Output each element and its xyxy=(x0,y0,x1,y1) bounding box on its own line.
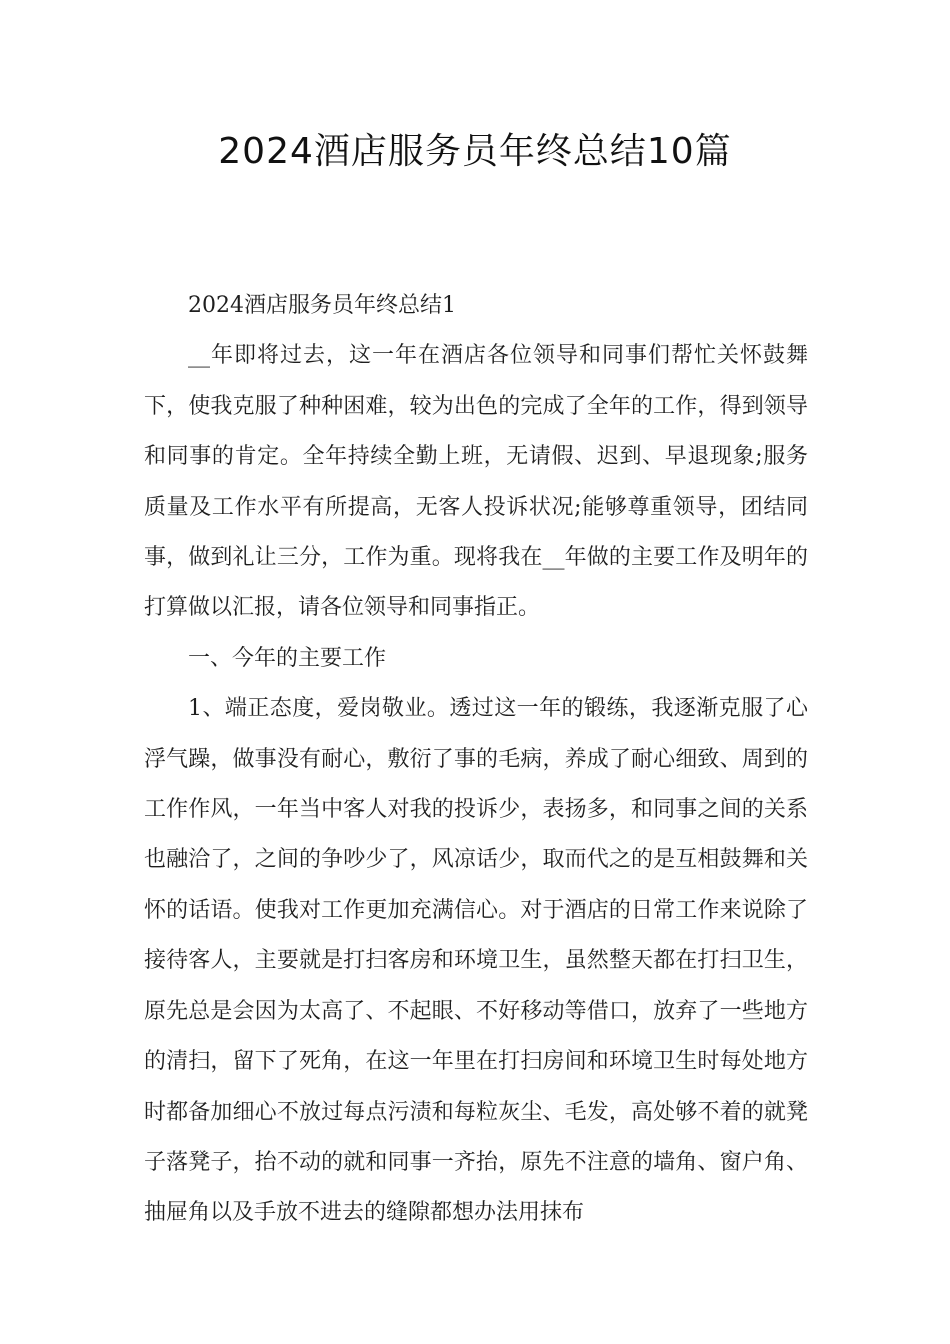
document-title: 2024酒店服务员年终总结10篇 xyxy=(218,131,732,172)
body-paragraph: __年即将过去，这一年在酒店各位领导和同事们帮忙关怀鼓舞下，使我克服了种种困难，较为出色的完成了全年的工作，得到领导和同事的肯定。全年持续全勤上班，无请假、迟到、早退现象;服务质量及工作水平有所提高，无客人投诉状况;能够尊重领导，团结同事，做到礼让三分，工作为重。现将我在__年做的主要工作及明年的打算做以汇报，请各位领导和同事指正。 xyxy=(144,343,808,621)
section-heading: 2024酒店服务员年终总结1 xyxy=(188,293,456,318)
body-paragraph: 1、端正态度，爱岗敬业。透过这一年的锻练，我逐渐克服了心浮气躁，做事没有耐心，敷衍了事的毛病，养成了耐心细致、周到的工作作风，一年当中客人对我的投诉少，表扬多，和同事之间的关系也融洽了，之间的争吵少了，风凉话少，取而代之的是互相鼓舞和关怀的话语。使我对工作更加充满信心。对于酒店的日常工作来说除了接待客人，主要就是打扫客房和环境卫生，虽然整天都在打扫卫生，原先总是会因为太高了、不起眼、不好移动等借口，放弃了一些地方的清扫，留下了死角，在这一年里在打扫房间和环境卫生时每处地方时都备加细心不放过每点污渍和每粒灰尘、毛发，高处够不着的就凳子落凳子，抬不动的就和同事一齐抬，原先不注意的墙角、窗户角、抽屉角以及手放不进去的缝隙都想办法用抹布 xyxy=(144,696,808,1226)
subsection-heading: 一、今年的主要工作 xyxy=(188,645,387,671)
document-body xyxy=(144,281,808,1239)
